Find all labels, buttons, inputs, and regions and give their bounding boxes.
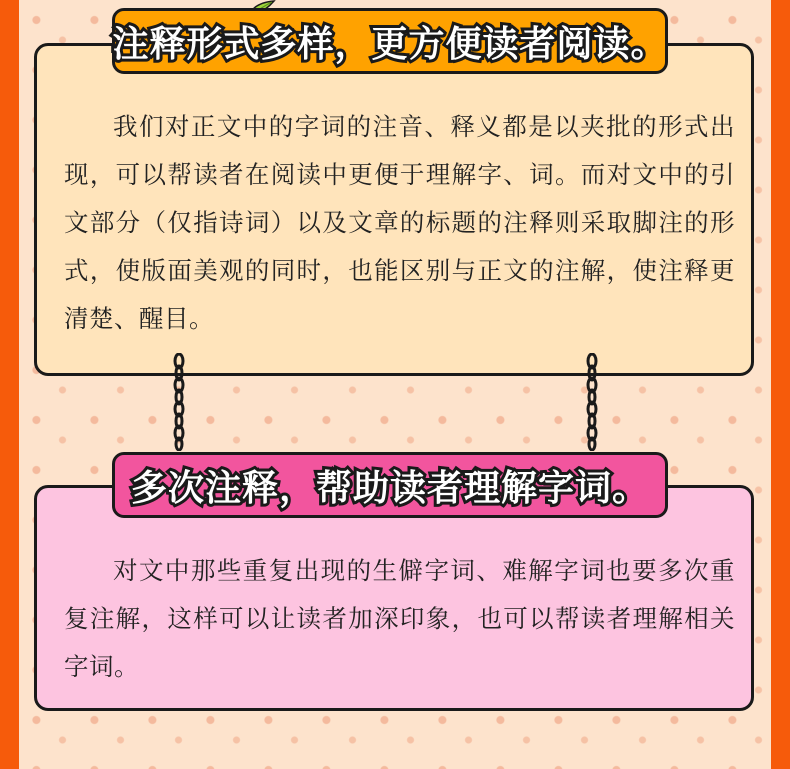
repeat-annotation-title: 多次注释，帮助读者理解字词。 <box>130 467 649 509</box>
chain-icon <box>171 353 187 451</box>
annotation-styles-banner <box>112 8 668 74</box>
annotation-styles-card <box>34 43 754 376</box>
annotation-styles-title: 注释形式多样，更方便读者阅读。 <box>112 23 668 65</box>
chain-icon <box>584 353 600 451</box>
repeat-annotation-banner <box>112 452 668 518</box>
repeat-annotation-text: 对文中那些重复出现的生僻字词、难解字词也要多次重复注解，这样可以让读者加深印象，也可以帮读者理解相关字词。 <box>64 556 735 681</box>
repeat-annotation-card <box>34 485 754 711</box>
annotation-styles-text: 我们对正文中的字词的注音、释义都是以夹批的形式出现，可以帮读者在阅读中更便于理解字、词。而对文中的引文部分（仅指诗词）以及文章的标题的注释则采取脚注的形式，使版面美观的同时，也能区别与正文的注解，使注释更清楚、醒目。 <box>64 112 735 333</box>
